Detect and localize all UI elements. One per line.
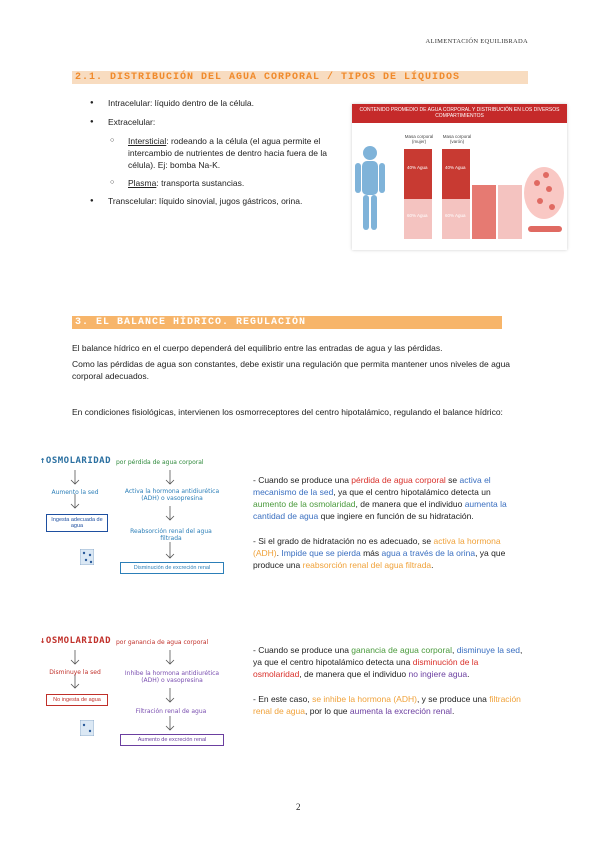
section-heading-distribution: 2.1. DISTRIBUCIÓN DEL AGUA CORPORAL / TIPOS DE LÍQUIDOS — [72, 71, 528, 84]
text-run: . — [467, 669, 470, 679]
text-run: filtración renal de agua — [253, 694, 521, 716]
figure-title: CONTENIDO PROMEDIO DE AGUA CORPORAL Y DISTRIBUCIÓN EN LOS DIVERSOS COMPARTIMIENTOS — [352, 104, 567, 123]
text-run: se — [445, 475, 460, 485]
text-run: que ingiere en función de su hidratación. — [318, 511, 474, 521]
bar-top-1 — [404, 149, 432, 199]
sub-list-item — [90, 135, 338, 171]
text-run: disminuye la sed — [456, 645, 521, 655]
osmolarity-decrease-diagram — [40, 636, 250, 756]
text-run: activa el mecanismo de la sed — [253, 475, 491, 497]
page-number: 2 — [296, 802, 301, 812]
explanation-paragraph — [253, 644, 523, 680]
diagram-box: Disminución de excreción renal — [120, 562, 224, 574]
text-run: , ya que produce una — [253, 548, 506, 570]
human-body-icon — [355, 146, 385, 230]
bar-3 — [472, 185, 496, 239]
sub-list-item — [90, 177, 338, 189]
list-item: ● Transcelular: líquido sinovial, jugos gástricos, orina. — [90, 195, 338, 207]
text-run: disminución de la osmolaridad — [253, 657, 479, 679]
text-run: - Cuando se produce una — [253, 645, 352, 655]
diagram-step: Disminuye la sed — [49, 669, 101, 676]
figure-col-label: Masa corporal (varón) — [442, 134, 472, 144]
bar-bottom-2 — [442, 199, 470, 239]
text-run: , ya que el centro hipotalámico detecta una — [253, 645, 523, 667]
bullet-list — [90, 97, 338, 214]
list-item: ● Extracelular: — [90, 116, 338, 128]
text-run: , ya que el centro hipotalámico detecta un — [333, 487, 491, 497]
text-run: , por lo que — [305, 706, 350, 716]
diagram-step: Filtración renal de agua — [135, 708, 207, 715]
text-run: se inhibe la hormona (ADH) — [312, 694, 417, 704]
term: Plasma — [128, 178, 157, 188]
text-run: . — [431, 560, 434, 570]
water-distribution-figure — [352, 104, 567, 250]
diagram-title: ↑OSMOLARIDAD — [40, 456, 112, 466]
bar-4 — [498, 185, 522, 239]
text-run: activa la hormona (ADH) — [253, 536, 501, 558]
diagram-step: Inhibe la hormona antidiurética (ADH) o vasopresina — [124, 670, 220, 684]
diagram-title: ↓OSMOLARIDAD — [40, 636, 112, 646]
running-header: ALIMENTACIÓN EQUILIBRADA — [425, 38, 528, 45]
text-run: , de manera que el individuo — [355, 499, 465, 509]
text-run: no ingiere agua — [408, 669, 468, 679]
paragraph: El balance hídrico en el cuerpo dependerá del equilibrio entre las entradas de agua y las pérdidas. — [72, 343, 443, 353]
text-run: ganancia de agua corporal — [351, 645, 452, 655]
diagram-box: Aumento de excreción renal — [120, 734, 224, 746]
text-run: aumenta la cantidad de agua — [253, 499, 507, 521]
text-run: . — [276, 548, 282, 558]
text-run: reabsorción renal del agua filtrada — [302, 560, 432, 570]
text-run: Impide que se pierda — [281, 548, 361, 558]
bar-bottom-1 — [404, 199, 432, 239]
diagram-step: Aumento la sed — [51, 489, 99, 496]
term-text: : transporta sustancias. — [156, 178, 245, 188]
text-run: agua a través de la orina — [381, 548, 476, 558]
text-run: . — [451, 706, 455, 716]
text-run: - Si el grado de hidratación no es adecuado, se — [253, 536, 434, 546]
text-run: aumento de la osmolaridad — [253, 499, 356, 509]
diagram-cause: por pérdida de agua corporal — [116, 459, 204, 466]
text-run: , y se produce una — [416, 694, 490, 704]
paragraph: Como las pérdidas de agua son constantes, debe existir una regulación que permita mantener unos niveles de agua corporal adecuados. — [72, 359, 511, 381]
text-run: - Cuando se produce una — [253, 475, 352, 485]
text-run: aumenta la excreción renal — [349, 706, 452, 716]
text-run: , — [451, 645, 457, 655]
diagram-step: Activa la hormona antidiurética (ADH) o vasopresina — [124, 488, 220, 502]
text-run: pérdida de agua corporal — [351, 475, 446, 485]
diagram-cause: por ganancia de agua corporal — [116, 639, 209, 646]
diagram-box: Ingesta adecuada de agua — [46, 514, 108, 532]
text-run: más — [360, 548, 382, 558]
figure-bar-label: 60% Agua — [407, 213, 428, 218]
cells-icon — [80, 720, 94, 736]
figure-bar-label: 60% Agua — [445, 213, 466, 218]
section-heading-balance: 3. EL BALANCE HÍDRICO. REGULACIÓN — [72, 316, 502, 329]
term: Intersticial — [128, 136, 167, 146]
term-text: : rodeando a la célula (el agua permite el intercambio de nutrientes de dentro hacia fuera de la célula). Ej: bomba Na-K. — [128, 136, 327, 170]
explanation-paragraph — [253, 474, 523, 522]
figure-bar-label: 40% Agua — [445, 165, 466, 170]
text-run: , de manera que el individuo — [299, 669, 409, 679]
bar-top-2 — [442, 149, 470, 199]
explanation-paragraph — [253, 693, 523, 717]
diagram-step: Reabsorción renal del agua filtrada — [130, 528, 212, 542]
list-item: ● Intracelular: líquido dentro de la célula. — [90, 97, 338, 109]
diagram-box: No ingesta de agua — [46, 694, 108, 706]
figure-bar-label: 40% Agua — [407, 165, 428, 170]
figure-col-label: Masa corporal (mujer) — [404, 134, 434, 144]
paragraph: En condiciones fisiológicas, intervienen los osmorreceptores del centro hipotalámico, regulando el balance hídrico: — [72, 407, 503, 417]
cells-icon — [80, 549, 94, 565]
text-run: - En este caso, — [253, 694, 313, 704]
explanation-paragraph — [253, 535, 523, 571]
osmolarity-increase-diagram — [40, 456, 250, 586]
